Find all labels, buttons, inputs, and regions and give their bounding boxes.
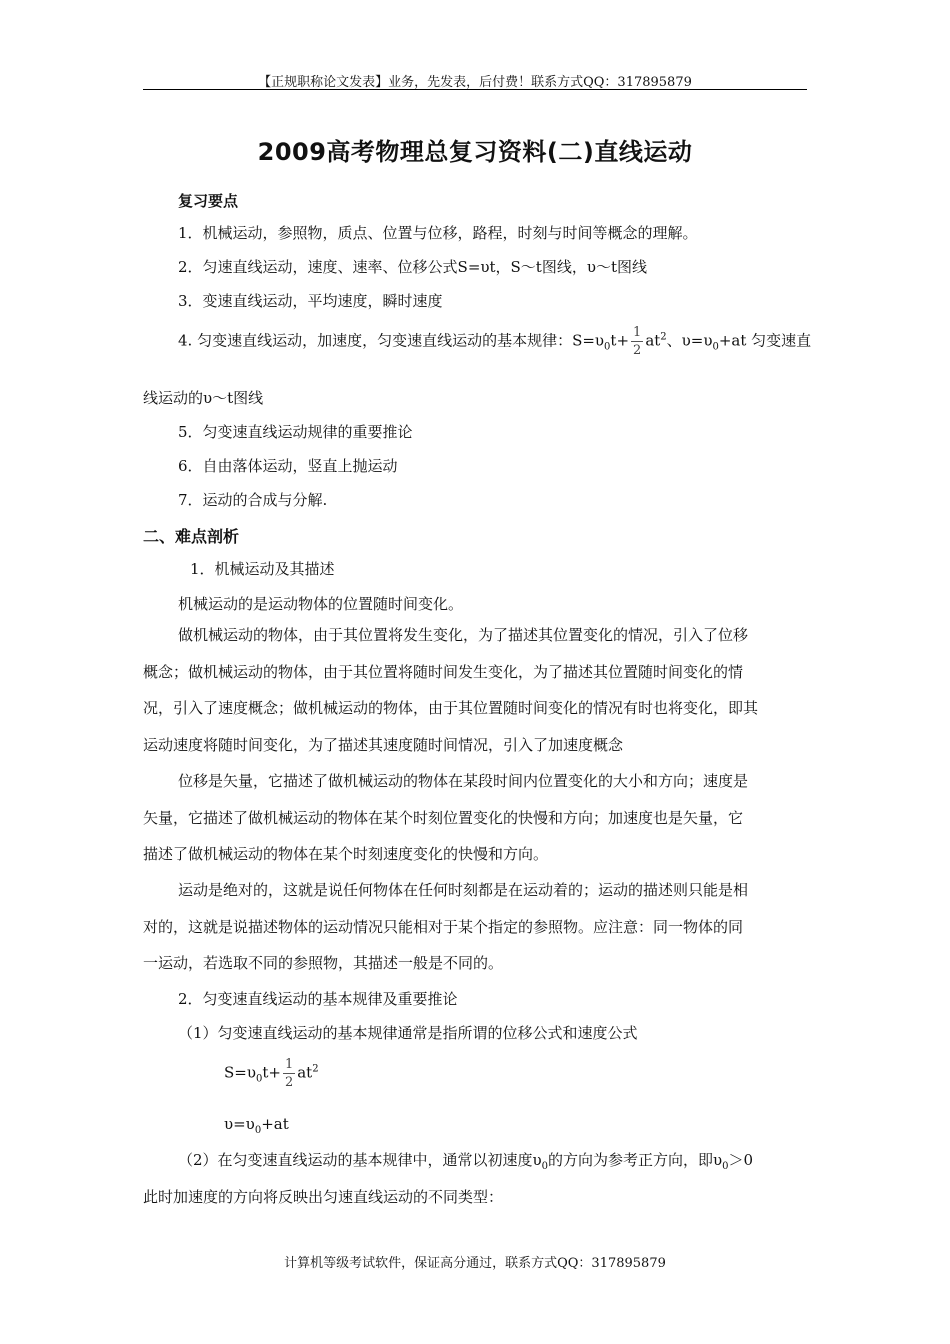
page-footer: 计算机等级考试软件，保证高分通过，联系方式QQ：317895879 bbox=[284, 1256, 666, 1271]
item4-mid: 、υ=υ bbox=[666, 331, 713, 350]
review-item-1: 1．机械运动，参照物，质点、位置与位移，路程，时刻与时间等概念的理解。 bbox=[178, 224, 698, 242]
sub2-2-sub-a: 0 bbox=[541, 1161, 549, 1172]
paragraph-1: 机械运动的是运动物体的位置随时间变化。 bbox=[178, 595, 464, 613]
formula1-lhs: S=υ bbox=[224, 1063, 256, 1082]
item4-sub-b: 0 bbox=[712, 341, 719, 353]
formula-velocity bbox=[224, 1115, 289, 1136]
item4-fraction bbox=[631, 324, 643, 359]
item4-sub: 0 bbox=[604, 341, 611, 353]
paragraph-line: 对的，这就是说描述物体的运动情况只能相对于某个指定的参照物。应注意：同一物体的同 bbox=[143, 917, 744, 936]
formula2-rhs: +at bbox=[261, 1115, 289, 1133]
sub2-2-text-a: （2）在匀变速直线运动的基本规律中，通常以初速度υ bbox=[178, 1151, 542, 1169]
paragraph-line: 运动速度将随时间变化，为了描述其速度随时间情况，引入了加速度概念 bbox=[143, 735, 624, 754]
paragraph-line: 一运动，若选取不同的参照物，其描述一般是不同的。 bbox=[143, 954, 504, 972]
paragraph-line: 描述了做机械运动的物体在某个时刻速度变化的快慢和方向。 bbox=[143, 845, 549, 863]
subsection-2-heading: 2．匀变速直线运动的基本规律及重要推论 bbox=[178, 990, 458, 1008]
paragraph-line: 位移是矢量，它描述了做机械运动的物体在某段时间内位置变化的大小和方向；速度是 bbox=[178, 772, 749, 790]
page-header: 【正规职称论文发表】业务，先发表，后付费！联系方式QQ：317895879 bbox=[258, 75, 692, 90]
item4-t: t+ bbox=[610, 331, 630, 350]
review-item-4-cont: 线运动的υ～t图线 bbox=[143, 389, 264, 407]
subsection-2-2 bbox=[178, 1149, 753, 1172]
fraction-numerator: 1 bbox=[284, 1057, 294, 1072]
subsection-2-2-cont: 此时加速度的方向将反映出匀速直线运动的不同类型： bbox=[143, 1188, 504, 1206]
formula1-sup: 2 bbox=[312, 1063, 319, 1075]
section-heading-difficulty: 二、难点剖析 bbox=[143, 527, 240, 546]
item4-at: at bbox=[645, 331, 661, 350]
subsection-2-1: （1）匀变速直线运动的基本规律通常是指所谓的位移公式和速度公式 bbox=[178, 1024, 638, 1042]
fraction-denominator: 2 bbox=[633, 343, 642, 358]
formula1-at: at bbox=[297, 1063, 313, 1082]
sub2-2-sub-b: 0 bbox=[722, 1161, 729, 1172]
formula2-sub: 0 bbox=[254, 1125, 262, 1136]
review-item-4 bbox=[178, 324, 811, 359]
paragraph-2 bbox=[143, 617, 807, 763]
review-item-2: 2．匀速直线运动，速度、速率、位移公式S=υt，S～t图线，υ～t图线 bbox=[178, 258, 647, 276]
formula1-t: t+ bbox=[262, 1063, 281, 1082]
item4-suffix: +at 匀变速直 bbox=[718, 331, 812, 350]
paragraph-3 bbox=[143, 763, 807, 873]
paragraph-line: 运动是绝对的，这就是说任何物体在任何时刻都是在运动着的；运动的描述则只能是相 bbox=[178, 881, 749, 899]
subsection-1-heading: 1．机械运动及其描述 bbox=[190, 560, 335, 578]
review-item-5: 5．匀变速直线运动规律的重要推论 bbox=[178, 423, 413, 441]
formula1-fraction bbox=[283, 1056, 295, 1091]
paragraph-4 bbox=[143, 872, 807, 982]
sub2-2-text-b: 的方向为参考正方向，即υ bbox=[548, 1151, 723, 1169]
review-item-6: 6．自由落体运动，竖直上抛运动 bbox=[178, 457, 398, 475]
review-item-7: 7．运动的合成与分解. bbox=[178, 491, 328, 509]
sub2-2-text-c: ＞0 bbox=[728, 1151, 754, 1169]
header-rule bbox=[143, 89, 807, 90]
formula1-sub: 0 bbox=[255, 1073, 263, 1085]
formula2-lhs: υ=υ bbox=[224, 1115, 255, 1133]
paragraph-line: 概念；做机械运动的物体，由于其位置将随时间发生变化，为了描述其位置随时间变化的情 bbox=[143, 662, 744, 681]
document-title: 2009高考物理总复习资料(二)直线运动 bbox=[257, 138, 693, 166]
paragraph-line: 况，引入了速度概念；做机械运动的物体，由于其位置随时间变化的情况有时也将变化，即其 bbox=[143, 699, 759, 717]
formula-displacement bbox=[224, 1056, 319, 1091]
paragraph-line: 矢量，它描述了做机械运动的物体在某个时刻位置变化的快慢和方向；加速度也是矢量，它 bbox=[143, 808, 744, 827]
fraction-denominator: 2 bbox=[284, 1075, 294, 1090]
paragraph-line: 做机械运动的物体，由于其位置将发生变化，为了描述其位置变化的情况，引入了位移 bbox=[178, 626, 749, 644]
review-heading: 复习要点 bbox=[178, 192, 239, 210]
review-item-3: 3．变速直线运动，平均速度，瞬时速度 bbox=[178, 292, 443, 310]
fraction-numerator: 1 bbox=[633, 325, 642, 340]
item4-prefix: 4. 匀变速直线运动，加速度，匀变速直线运动的基本规律：S=υ bbox=[178, 331, 605, 350]
item4-sup: 2 bbox=[660, 331, 667, 343]
